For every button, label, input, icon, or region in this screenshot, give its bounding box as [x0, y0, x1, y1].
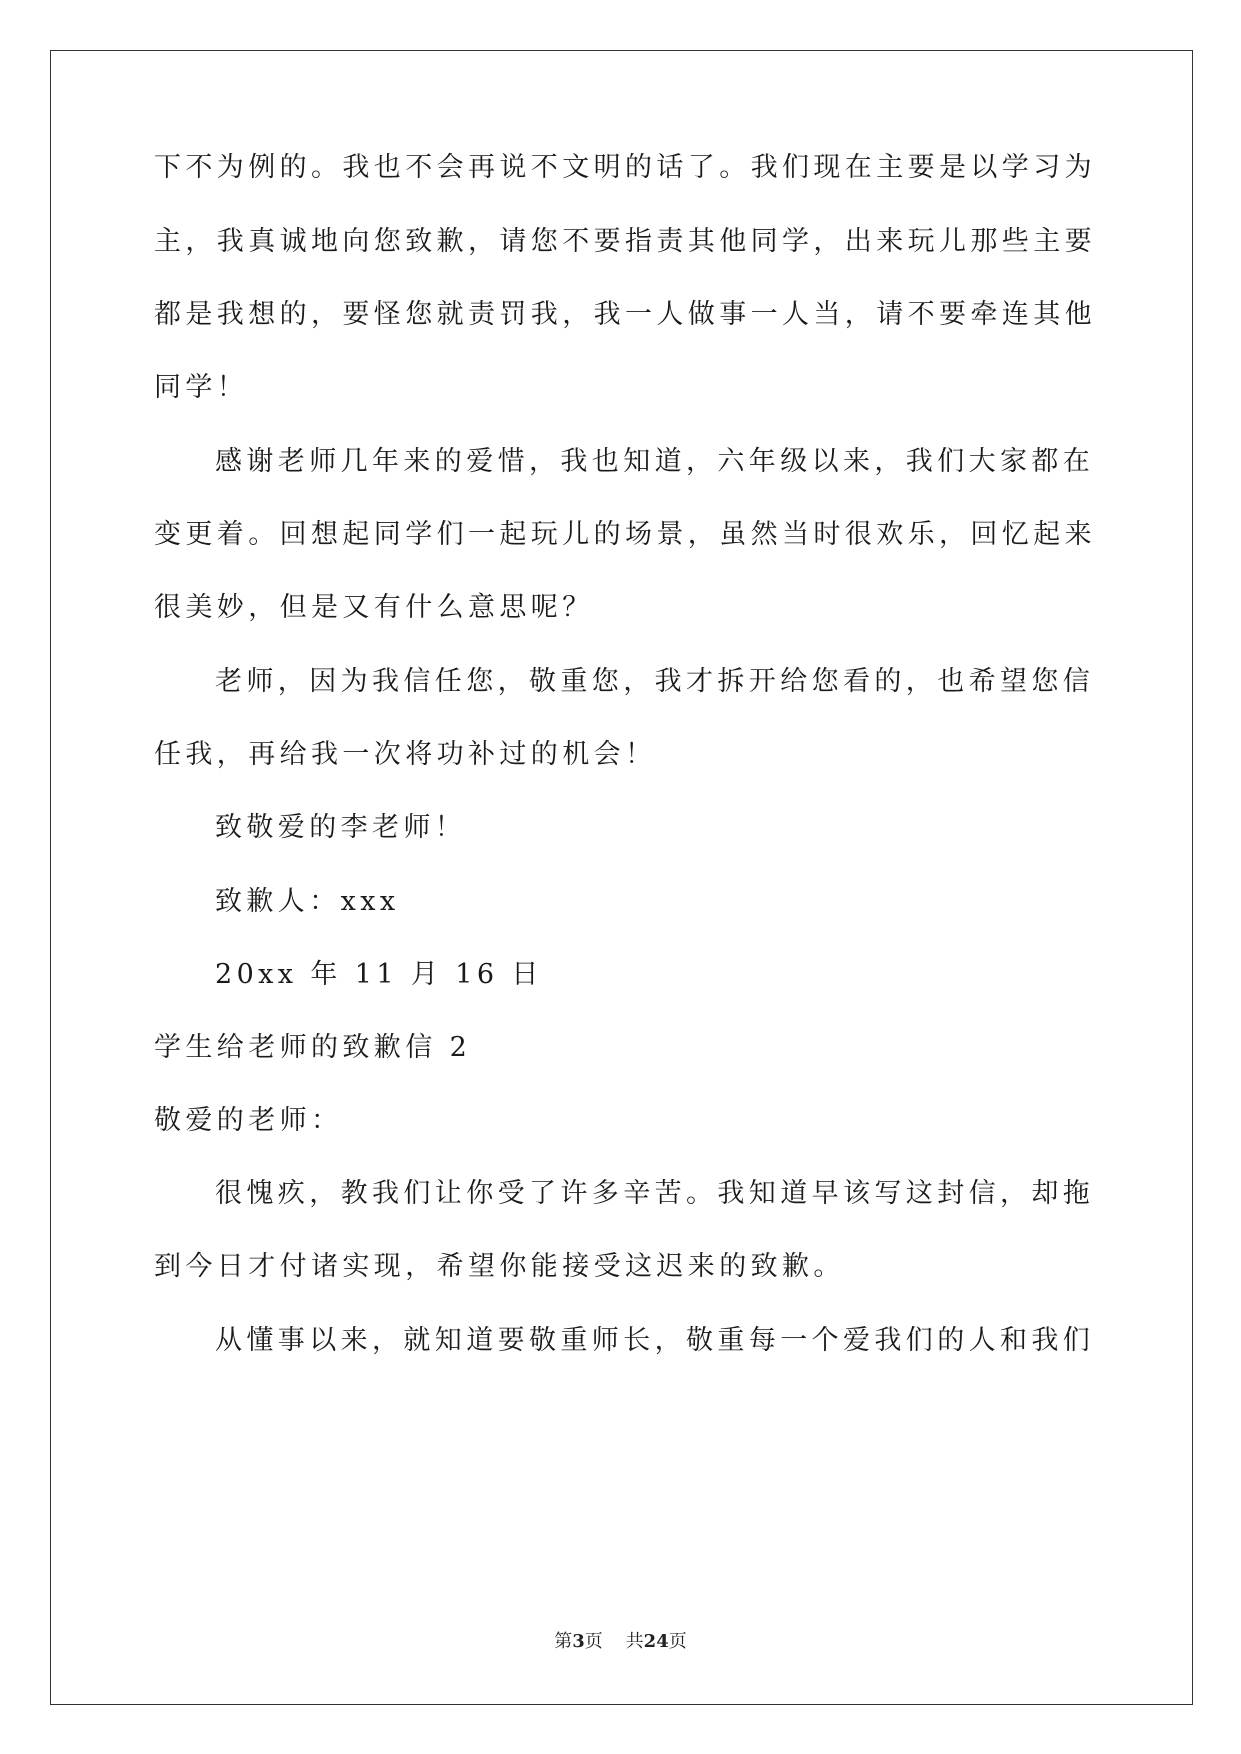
page-number: 3 — [572, 1631, 585, 1652]
paragraph-start: 老师，因为我信任您，敬重您，我才拆开给您看的，也希望您信 — [215, 666, 1095, 697]
section-title: 学生给老师的致歉信 2 — [154, 1032, 472, 1063]
page-prefix: 第 — [554, 1631, 573, 1652]
body-line: 同学！ — [154, 372, 249, 403]
body-line: 都是我想的，要怪您就责罚我，我一人做事一人当，请不要牵连其他 — [154, 299, 1096, 330]
body-line: 变更着。回想起同学们一起玩儿的场景，虽然当时很欢乐，回忆起来 — [154, 519, 1096, 550]
page-suffix: 页 — [584, 1631, 603, 1652]
page-footer — [0, 1630, 1241, 1654]
paragraph-start: 很愧疚，教我们让你受了许多辛苦。我知道早该写这封信，却拖 — [215, 1178, 1095, 1209]
paragraph-start: 感谢老师几年来的爱惜，我也知道，六年级以来，我们大家都在 — [215, 446, 1095, 477]
body-line: 主，我真诚地向您致歉，请您不要指责其他同学，出来玩儿那些主要 — [154, 226, 1096, 257]
body-line: 很美妙，但是又有什么意思呢？ — [154, 592, 594, 623]
total-pages: 24 — [643, 1631, 669, 1652]
date-line: 20xx 年 11 月 16 日 — [215, 959, 543, 990]
total-suffix: 页 — [668, 1631, 687, 1652]
body-line: 任我，再给我一次将功补过的机会！ — [154, 739, 657, 770]
body-line: 到今日才付诸实现，希望你能接受这迟来的致歉。 — [154, 1251, 845, 1282]
paragraph-start: 从懂事以来，就知道要敬重师长，敬重每一个爱我们的人和我们 — [215, 1325, 1095, 1356]
body-line: 下不为例的。我也不会再说不文明的话了。我们现在主要是以学习为 — [154, 152, 1096, 183]
total-prefix: 共 — [625, 1631, 644, 1652]
salutation-line: 致敬爱的李老师！ — [215, 812, 467, 843]
greeting-line: 敬爱的老师： — [154, 1105, 343, 1136]
signature-line: 致歉人：xxx — [215, 886, 400, 917]
